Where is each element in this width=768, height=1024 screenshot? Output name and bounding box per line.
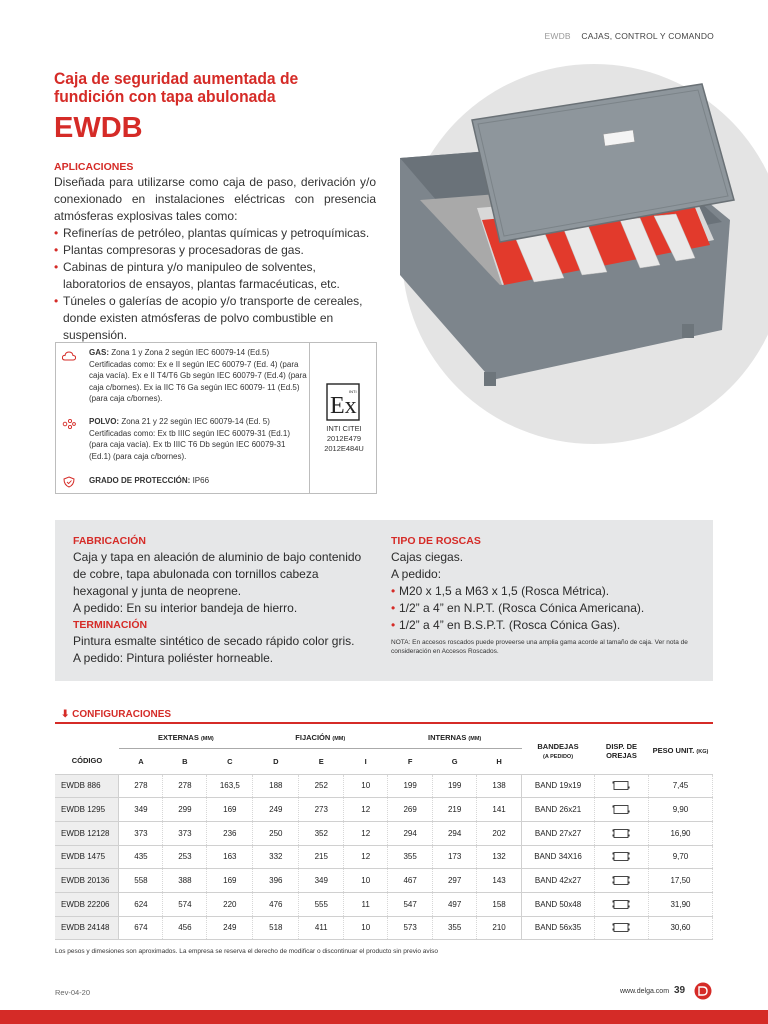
col-letter: F [407, 756, 413, 766]
ear-layout-icon [612, 828, 630, 839]
row-orejas [595, 869, 649, 893]
table-row [55, 774, 713, 798]
row-value: 269 [388, 798, 433, 822]
revision: Rev-04-20 [55, 988, 91, 997]
cert-polvo-label: POLVO: [89, 417, 120, 426]
inti-line: 2012E479 [326, 434, 362, 443]
list-item: • Cabinas de pintura y/o manipuleo de solventes, laboratorios de ensayos, plantas farmacéuticas, etc. [54, 259, 376, 293]
cert-proteccion-label: GRADO DE PROTECCIÓN: [89, 476, 191, 485]
row-value: 555 [299, 892, 344, 916]
row-value: 373 [119, 821, 163, 845]
row-code: EWDB 1295 [55, 798, 119, 822]
cert-proteccion-text [89, 475, 307, 487]
table-row [55, 892, 713, 916]
row-value: 173 [433, 845, 477, 869]
row-code: EWDB 22206 [55, 892, 119, 916]
website-link[interactable]: www.delga.com [620, 988, 670, 995]
inti-certificate [311, 424, 377, 454]
row-value: 163 [207, 845, 253, 869]
cloud-icon [62, 350, 76, 362]
row-peso: 16,90 [648, 821, 712, 845]
aplicaciones-section [54, 160, 376, 344]
row-value: 352 [299, 821, 344, 845]
row-bandeja: BAND 34X16 [522, 845, 595, 869]
terminacion-text: Pintura esmalte sintético de secado rápido color gris. [73, 634, 355, 648]
row-value: 273 [299, 798, 344, 822]
cert-gas-text [89, 347, 307, 405]
row-peso: 7,45 [648, 774, 712, 798]
row-value: 252 [299, 774, 344, 798]
roscas-heading: TIPO DE ROSCAS [391, 535, 481, 547]
roscas-list [391, 583, 691, 634]
svg-text:Ex: Ex [330, 393, 357, 419]
row-orejas [595, 774, 649, 798]
row-value: 12 [344, 845, 388, 869]
ear-layout-icon [612, 922, 630, 933]
row-code: EWDB 24148 [55, 916, 119, 940]
table-row [55, 916, 713, 940]
mounting-ear [484, 372, 496, 386]
row-peso: 9,90 [648, 798, 712, 822]
roscas-note: NOTA: En accesos roscados puede proveerse una amplia gama acorde al tamaño de caja. Ver nota de consideración en Accesos Roscados. [391, 639, 688, 655]
cert-gas-label: GAS: [89, 348, 109, 357]
row-value: 199 [433, 774, 477, 798]
row-value: 476 [253, 892, 299, 916]
row-value: 158 [477, 892, 522, 916]
row-value: 253 [163, 845, 207, 869]
footnote: Los pesos y dimesiones son aproximados. La empresa se reserva el derecho de modificar o discontinuar el producto sin previo aviso [55, 948, 438, 955]
arrow-down-icon: ⬇ [61, 709, 70, 720]
delga-logo-icon [694, 982, 712, 1000]
col-codigo: CÓDIGO [71, 756, 103, 766]
cert-proteccion-value: IP66 [192, 476, 210, 485]
row-value: 388 [163, 869, 207, 893]
list-item: • M20 x 1,5 a M63 x 1,5 (Rosca Métrica). [391, 583, 691, 600]
row-orejas [595, 798, 649, 822]
col-letter: E [318, 756, 324, 766]
row-code: EWDB 12128 [55, 821, 119, 845]
certification-box [55, 342, 377, 494]
row-value: 169 [207, 798, 253, 822]
aplicaciones-intro: Diseñada para utilizarse como caja de paso, derivación y/o conexionado en instalaciones eléctricas con presencia atmósferas explosivas tales como: [54, 175, 376, 223]
col-letter: B [182, 756, 188, 766]
row-value: 249 [253, 798, 299, 822]
row-value: 210 [477, 916, 522, 940]
row-value: 220 [207, 892, 253, 916]
aplicaciones-heading: APLICACIONES [54, 161, 134, 173]
fabricacion-text: Caja y tapa en aleación de aluminio de bajo contenido de cobre, tapa abulonada con tornillos cabeza hexagonal y junta de neoprene. [73, 550, 362, 598]
header-code: EWDB [544, 31, 571, 41]
row-value: 674 [119, 916, 163, 940]
col-letter: C [227, 756, 233, 766]
roscas-line1: Cajas ciegas. [391, 550, 464, 564]
shield-icon [62, 476, 76, 488]
row-value: 12 [344, 821, 388, 845]
configuraciones-table [55, 728, 713, 940]
col-orejas: DISP. DE OREJAS [605, 741, 638, 760]
row-value: 467 [388, 869, 433, 893]
row-peso: 31,90 [648, 892, 712, 916]
row-value: 278 [119, 774, 163, 798]
group-fijacion: FIJACIÓN (MM) [253, 728, 388, 748]
row-orejas [595, 845, 649, 869]
cert-gas-value: Zona 1 y Zona 2 según IEC 60079-14 (Ed.5) Certificadas como: Ex e II según IEC 60079-7 (Ed. 4) (para caja vacía). Ex e II T4/T6 Gb según IEC 60079-7 (Ed.4) (para caja c/bornes). Ex ia IIC T6 Ga según IEC 60079- 11 (Ed.5) (para caja c/bornes). [89, 348, 307, 403]
list-item: • Plantas compresoras y procesadoras de gas. [54, 242, 376, 259]
row-bandeja: BAND 19x19 [522, 774, 595, 798]
row-orejas [595, 892, 649, 916]
row-value: 141 [477, 798, 522, 822]
aplicaciones-list [54, 225, 376, 344]
ear-layout-icon [612, 851, 630, 862]
row-value: 132 [477, 845, 522, 869]
row-value: 249 [207, 916, 253, 940]
row-bandeja: BAND 56x35 [522, 916, 595, 940]
group-internas: INTERNAS (MM) [388, 728, 522, 748]
row-value: 573 [388, 916, 433, 940]
configuraciones-heading [61, 709, 171, 720]
row-value: 188 [253, 774, 299, 798]
specs-right-column [391, 533, 691, 656]
section-header [544, 31, 714, 41]
col-bandejas: BANDEJAS (A PEDIDO) [537, 741, 579, 760]
group-externas: EXTERNAS (MM) [119, 728, 253, 748]
row-value: 355 [388, 845, 433, 869]
row-value: 215 [299, 845, 344, 869]
row-value: 349 [119, 798, 163, 822]
row-value: 497 [433, 892, 477, 916]
row-value: 10 [344, 869, 388, 893]
row-value: 373 [163, 821, 207, 845]
product-photo [392, 80, 742, 400]
inti-line: INTI CITEI [326, 424, 362, 433]
table-row [55, 845, 713, 869]
configuraciones-heading-label: CONFIGURACIONES [72, 709, 172, 720]
row-value: 411 [299, 916, 344, 940]
row-value: 624 [119, 892, 163, 916]
row-bandeja: BAND 26x21 [522, 798, 595, 822]
row-value: 547 [388, 892, 433, 916]
col-letter: G [451, 756, 458, 766]
row-code: EWDB 20136 [55, 869, 119, 893]
col-letter: H [496, 756, 502, 766]
cert-polvo-text [89, 416, 307, 462]
table-row [55, 798, 713, 822]
specs-left-column [73, 533, 373, 667]
row-peso: 9,70 [648, 845, 712, 869]
row-peso: 17,50 [648, 869, 712, 893]
col-letter: A [138, 756, 144, 766]
table-row [55, 869, 713, 893]
row-value: 219 [433, 798, 477, 822]
row-code: EWDB 886 [55, 774, 119, 798]
row-value: 574 [163, 892, 207, 916]
list-item: • 1/2” a 4” en N.P.T. (Rosca Cónica Americana). [391, 600, 691, 617]
cert-polvo-value: Zona 21 y 22 según IEC 60079-14 (Ed. 5) Certificadas como: Ex tb IIIC según IEC 60079-31 (Ed.1) (para caja vacía). Ex tb IIIC T6 Db según IEC 60079-31 (Ed.1) (para caja c/bornes). [89, 417, 290, 461]
row-value: 250 [253, 821, 299, 845]
row-value: 396 [253, 869, 299, 893]
table-group-header [55, 728, 713, 748]
list-item: • 1/2” a 4” en B.S.P.T. (Rosca Cónica Gas). [391, 617, 691, 634]
row-value: 349 [299, 869, 344, 893]
list-item: • Túneles o galerías de acopio y/o transporte de cereales, donde existen atmósferas de polvo combustible en suspensión. [54, 293, 376, 344]
terminacion-heading: TERMINACIÓN [73, 619, 148, 631]
row-value: 435 [119, 845, 163, 869]
product-title: Caja de seguridad aumentada de fundición con tapa abulonada [54, 69, 299, 106]
col-peso: PESO UNIT. (KG) [652, 746, 709, 756]
table-row [55, 821, 713, 845]
configuraciones-rule [55, 722, 713, 724]
row-value: 11 [344, 892, 388, 916]
cert-divider [309, 343, 310, 493]
row-value: 10 [344, 916, 388, 940]
row-value: 294 [388, 821, 433, 845]
row-code: EWDB 1475 [55, 845, 119, 869]
ear-layout-icon [612, 899, 630, 910]
row-bandeja: BAND 42x27 [522, 869, 595, 893]
svg-text:INTI: INTI [349, 389, 357, 394]
dust-icon [62, 418, 76, 430]
row-value: 332 [253, 845, 299, 869]
list-item: • Refinerías de petróleo, plantas químicas y petroquímicas. [54, 225, 376, 242]
row-value: 236 [207, 821, 253, 845]
col-letter: I [364, 756, 367, 766]
row-bandeja: BAND 50x48 [522, 892, 595, 916]
configuraciones-body [55, 774, 713, 940]
col-letter: D [273, 756, 279, 766]
row-value: 163,5 [207, 774, 253, 798]
ear-layout-icon [612, 804, 630, 815]
row-value: 278 [163, 774, 207, 798]
ear-layout-icon [612, 780, 630, 791]
terminacion-pedido: A pedido: Pintura poliéster horneable. [73, 651, 274, 665]
row-value: 355 [433, 916, 477, 940]
row-value: 138 [477, 774, 522, 798]
row-value: 169 [207, 869, 253, 893]
specs-panel [55, 520, 713, 681]
row-value: 456 [163, 916, 207, 940]
row-value: 297 [433, 869, 477, 893]
row-value: 558 [119, 869, 163, 893]
row-orejas [595, 821, 649, 845]
row-bandeja: BAND 27x27 [522, 821, 595, 845]
row-value: 143 [477, 869, 522, 893]
footer-bar [0, 1010, 768, 1024]
row-value: 299 [163, 798, 207, 822]
mounting-ear [682, 324, 694, 338]
header-section: CAJAS, CONTROL Y COMANDO [581, 31, 714, 41]
row-orejas [595, 916, 649, 940]
ear-layout-icon [612, 875, 630, 886]
row-value: 199 [388, 774, 433, 798]
roscas-line2: A pedido: [391, 567, 442, 581]
inti-line: 2012E484U [324, 444, 364, 453]
row-value: 10 [344, 774, 388, 798]
row-value: 518 [253, 916, 299, 940]
row-value: 202 [477, 821, 522, 845]
fabricacion-pedido: A pedido: En su interior bandeja de hierro. [73, 601, 298, 615]
page-number: 39 [674, 985, 686, 996]
row-peso: 30,60 [648, 916, 712, 940]
row-value: 12 [344, 798, 388, 822]
fabricacion-heading: FABRICACIÓN [73, 535, 146, 547]
row-value: 294 [433, 821, 477, 845]
product-model: EWDB [54, 112, 143, 144]
ex-certification-icon [326, 383, 360, 421]
